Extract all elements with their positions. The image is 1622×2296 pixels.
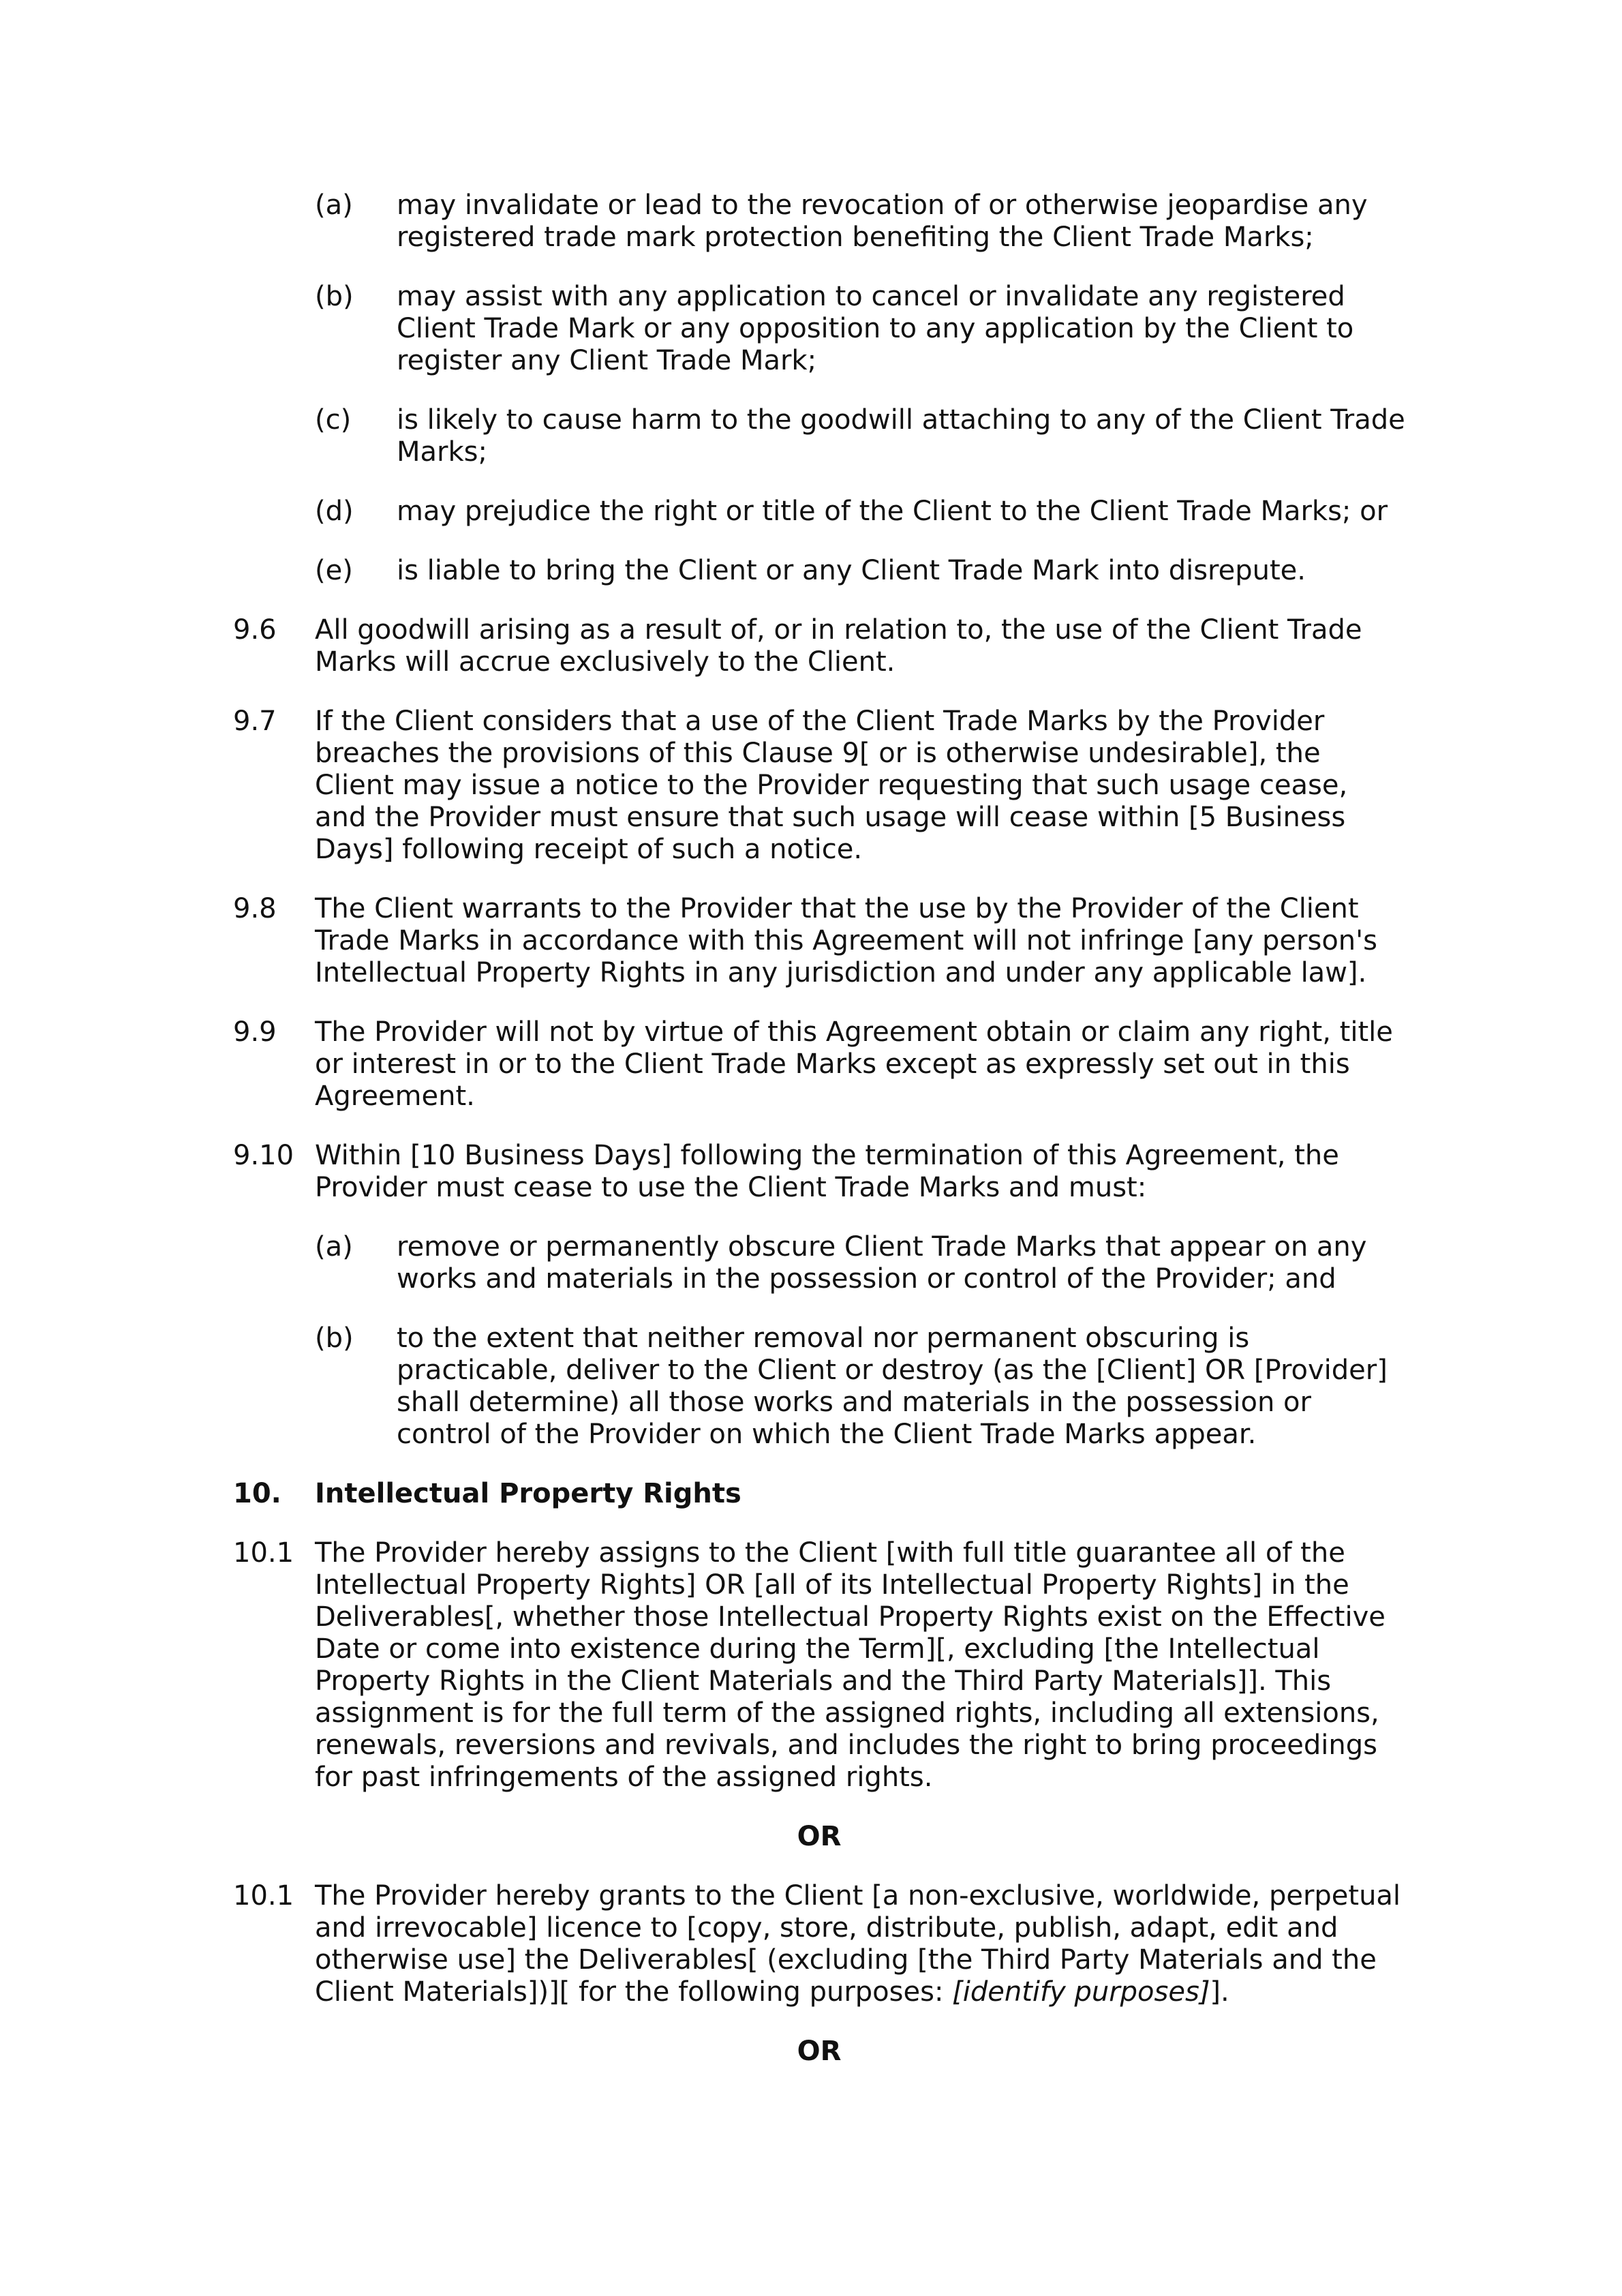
list-item (315, 404, 1405, 468)
clause-9-9 (233, 1016, 1405, 1113)
item-text: to the extent that neither removal nor permanent obscuring is practicable, deliver to the Client or destroy (as the [Client] OR [Provider] shall determine) all those works and materials in the possession or control of the Provider on which the Client Trade Marks appear. (397, 1323, 1388, 1450)
clause-number: 10.1 (233, 1880, 294, 1912)
list-item (315, 555, 1405, 587)
clause-text: All goodwill arising as a result of, or in relation to, the use of the Client Trade Marks will accrue exclusively to the Client. (315, 614, 1362, 678)
item-text: is liable to bring the Client or any Client Trade Mark into disrepute. (397, 555, 1306, 586)
clause-text: The Provider will not by virtue of this Agreement obtain or claim any right, title or interest in or to the Client Trade Marks except as expressly set out in this Agreement. (315, 1016, 1393, 1112)
clause-number: 9.8 (233, 893, 277, 924)
section-heading (233, 1478, 1405, 1510)
list-item (315, 496, 1405, 528)
item-label: (a) (315, 1231, 353, 1263)
clause-text (315, 1880, 1405, 2008)
or-separator: OR (797, 2036, 842, 2067)
clause-text-placeholder: [identify purposes] (952, 1976, 1210, 2008)
item-label: (b) (315, 281, 354, 312)
clause-text: Within [10 Business Days] following the termination of this Agreement, the Provider must cease to use the Client Trade Marks and must: (315, 1140, 1339, 1203)
clause-9-10 (233, 1140, 1405, 1204)
item-label: (d) (315, 496, 354, 527)
item-label: (e) (315, 555, 353, 586)
item-text: remove or permanently obscure Client Trade Marks that appear on any works and materials in the possession or control of the Provider; and (397, 1231, 1367, 1295)
item-text: may assist with any application to cancel or invalidate any registered Client Trade Mark or any opposition to any application by the Client to register any Client Trade Mark; (397, 281, 1354, 376)
item-label: (b) (315, 1323, 354, 1354)
clause-number: 9.10 (233, 1140, 294, 1171)
list-item (315, 1323, 1405, 1451)
list-item (315, 1231, 1405, 1295)
clause-text-end: ]. (1210, 1976, 1229, 2008)
clause-10-1-option-a (233, 1537, 1405, 1794)
clause-text: If the Client considers that a use of the Client Trade Marks by the Provider breaches the provisions of this Clause 9[ or is otherwise undesirable], the Client may issue a notice to the Provider requesting that such usage cease, and the Provider must ensure that such usage will cease within [5 Business Days] following receipt of such a notice. (315, 706, 1348, 865)
item-text: is likely to cause harm to the goodwill attaching to any of the Client Trade Marks; (397, 404, 1405, 468)
item-label: (c) (315, 404, 352, 436)
clause-number: 9.7 (233, 706, 277, 737)
clause-9-8 (233, 893, 1405, 989)
item-text: may invalidate or lead to the revocation of or otherwise jeopardise any registered trade mark protection benefiting the Client Trade Marks; (397, 190, 1368, 253)
section-number: 10. (233, 1478, 281, 1509)
clause-number: 9.6 (233, 614, 277, 646)
item-text: may prejudice the right or title of the Client to the Client Trade Marks; or (397, 496, 1388, 527)
item-label: (a) (315, 190, 353, 221)
list-item (315, 190, 1405, 254)
clause-9-7 (233, 706, 1405, 866)
list-item (315, 281, 1405, 377)
section-title: Intellectual Property Rights (315, 1478, 741, 1509)
or-separator: OR (797, 1821, 842, 1852)
document-body (233, 190, 1405, 2095)
clause-text: The Provider hereby assigns to the Client [with full title guarantee all of the Intellectual Property Rights] OR [all of its Intellectual Property Rights] in the Deliverables[, whether those Intellectual Property Rights exist on the Effective Date or come into existence during the Term][, excluding [the Intellectual Property Rights in the Client Materials and the Third Party Materials]]. This assignment is for the full term of the assigned rights, including all extensions, renewals, reversions and revivals, and includes the right to bring proceedings for past infringements of the assigned rights. (315, 1537, 1386, 1793)
clause-number: 10.1 (233, 1537, 294, 1569)
clause-9-6 (233, 614, 1405, 678)
clause-text: The Client warrants to the Provider that the use by the Provider of the Client Trade Marks in accordance with this Agreement will not infringe [any person's Intellectual Property Rights in any jurisdiction and under any applicable law]. (315, 893, 1377, 988)
clause-10-1-option-b (233, 1880, 1405, 2008)
clause-text-main: The Provider hereby grants to the Client [a non-exclusive, worldwide, perpetual and irrevocable] licence to [copy, store, distribute, publish, adapt, edit and otherwise use] the Deliverables[ (excluding [the Third Party Materials and the Client Materials])][ for the following purposes: (315, 1880, 1401, 2008)
clause-number: 9.9 (233, 1016, 277, 1048)
